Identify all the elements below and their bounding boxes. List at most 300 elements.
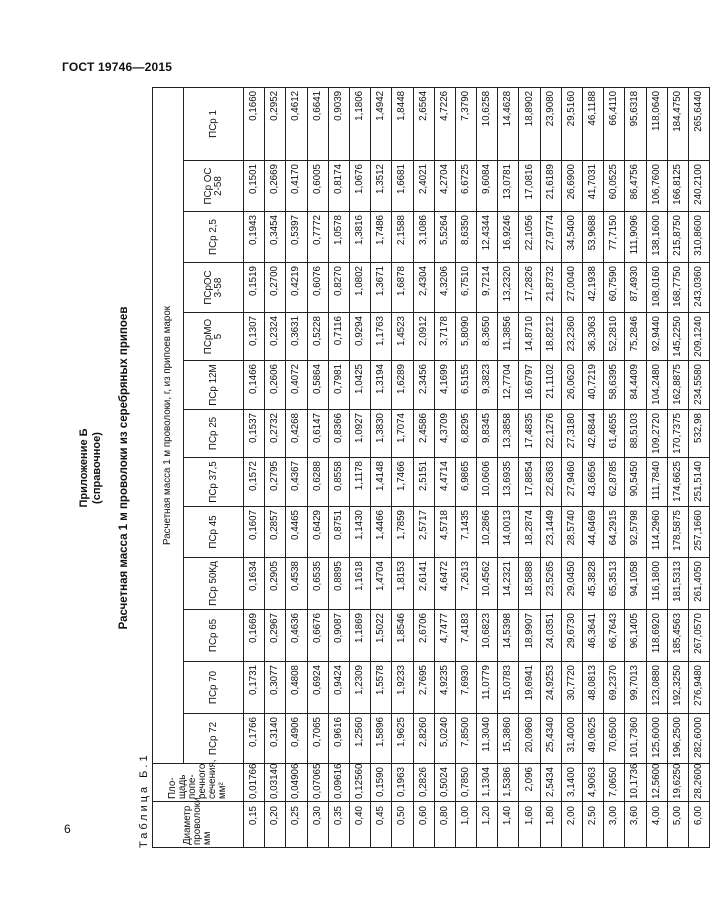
mass-cell: 14,0013 (498, 507, 519, 558)
mass-cell: 64,2915 (604, 507, 625, 558)
mass-cell: 62,8785 (604, 458, 625, 507)
mass-cell: 0,8366 (328, 410, 349, 458)
mass-cell: 11,3040 (477, 714, 498, 764)
mass-cell: 111,9096 (625, 212, 646, 263)
mass-cell: 3,1086 (413, 212, 434, 263)
table-row (286, 87, 307, 847)
mass-cell: 1,5578 (371, 662, 392, 714)
mass-cell: 0,7065 (307, 714, 328, 764)
grade-header: ПСр 65 (184, 610, 244, 662)
mass-cell: 70,6500 (604, 714, 625, 764)
area-header-line: мм² (217, 782, 228, 799)
mass-cell: 1,1618 (349, 558, 370, 610)
mass-cell: 138,1600 (646, 212, 667, 263)
area-cell: 0,03140 (265, 764, 286, 802)
mass-cell: 209,1240 (688, 313, 709, 361)
area-cell: 0,2826 (413, 764, 434, 802)
diameter-cell: 0,30 (307, 802, 328, 848)
mass-cell: 0,1731 (244, 662, 265, 714)
mass-cell: 1,4148 (371, 458, 392, 507)
mass-cell: 1,2309 (349, 662, 370, 714)
mass-cell: 75,2846 (625, 313, 646, 361)
mass-cell: 9,6084 (477, 161, 498, 212)
table-row (371, 87, 392, 847)
mass-cell: 27,9460 (561, 458, 582, 507)
mass-cell: 0,8895 (328, 558, 349, 610)
diameter-cell: 1,60 (519, 802, 540, 848)
mass-cell: 0,2324 (265, 313, 286, 361)
mass-cell: 1,8153 (392, 558, 413, 610)
mass-cell: 28,5740 (561, 507, 582, 558)
mass-cell: 10,0606 (477, 458, 498, 507)
mass-cell: 1,1178 (349, 458, 370, 507)
mass-cell: 1,3671 (371, 263, 392, 313)
diameter-cell: 2,50 (583, 802, 604, 848)
table-row (561, 87, 582, 847)
mass-cell: 114,2960 (646, 507, 667, 558)
mass-cell: 41,7031 (583, 161, 604, 212)
mass-cell: 94,1058 (625, 558, 646, 610)
mass-cell: 251,5140 (688, 458, 709, 507)
mass-cell: 257,1660 (688, 507, 709, 558)
mass-cell: 2,0912 (413, 313, 434, 361)
mass-cell: 18,2874 (519, 507, 540, 558)
mass-cell: 23,2360 (561, 313, 582, 361)
mass-cell: 0,1669 (244, 610, 265, 662)
grade-header: ПСрМО 5 (184, 313, 244, 361)
diameter-cell: 0,40 (349, 802, 370, 848)
table-row (434, 87, 455, 847)
mass-cell: 10,2866 (477, 507, 498, 558)
diameter-cell: 0,45 (371, 802, 392, 848)
area-header-line: попе- (187, 774, 198, 799)
area-cell: 2,096 (519, 764, 540, 802)
area-cell: 10,1736 (625, 764, 646, 802)
mass-cell: 1,4523 (392, 313, 413, 361)
area-cell: 12,5600 (646, 764, 667, 802)
mass-cell: 27,0040 (561, 263, 582, 313)
mass-cell: 243,0360 (688, 263, 709, 313)
mass-cell: 46,3641 (583, 610, 604, 662)
mass-cell: 0,5864 (307, 361, 328, 410)
mass-cell: 0,4906 (286, 714, 307, 764)
mass-cell: 14,4628 (498, 87, 519, 160)
mass-cell: 111,7840 (646, 458, 667, 507)
mass-cell: 86,4756 (625, 161, 646, 212)
mass-cell: 66,4110 (604, 87, 625, 160)
mass-cell: 26,0620 (561, 361, 582, 410)
mass-cell: 276,9480 (688, 662, 709, 714)
area-cell: 0,7850 (455, 764, 476, 802)
mass-cell: 0,1660 (244, 87, 265, 160)
diameter-cell: 0,80 (434, 802, 455, 848)
diameter-cell: 0,50 (392, 802, 413, 848)
mass-cell: 0,1537 (244, 410, 265, 458)
mass-cell: 1,3816 (349, 212, 370, 263)
mass-cell: 0,1572 (244, 458, 265, 507)
mass-cell: 1,6289 (392, 361, 413, 410)
area-cell: 0,01766 (244, 764, 265, 802)
mass-cell: 2,7695 (413, 662, 434, 714)
mass-cell: 6,6725 (455, 161, 476, 212)
table-row (349, 87, 370, 847)
appendix-heading (78, 88, 104, 848)
mass-cell: 60,7590 (604, 263, 625, 313)
mass-cell: 15,3860 (498, 714, 519, 764)
mass-cell: 0,7772 (307, 212, 328, 263)
appendix-subtitle: (справочное) (91, 432, 103, 504)
mass-cell: 65,3513 (604, 558, 625, 610)
mass-cell: 310,8600 (688, 212, 709, 263)
area-cell: 0,5024 (434, 764, 455, 802)
mass-cell: 61,4655 (604, 410, 625, 458)
table-row (540, 87, 561, 847)
mass-cell: 181,5313 (667, 558, 688, 610)
mass-cell: 4,9235 (434, 662, 455, 714)
mass-cell: 1,0802 (349, 263, 370, 313)
mass-cell: 0,8751 (328, 507, 349, 558)
mass-cell: 25,4340 (540, 714, 561, 764)
mass-cell: 4,1699 (434, 361, 455, 410)
mass-cell: 29,0450 (561, 558, 582, 610)
mass-cell: 4,7477 (434, 610, 455, 662)
mass-cell: 2,4586 (413, 410, 434, 458)
mass-cell: 13,0781 (498, 161, 519, 212)
table-title: Расчетная масса 1 м проволоки из серебряных припоев (118, 306, 130, 630)
mass-cell: 17,0816 (519, 161, 540, 212)
mass-cell: 0,4268 (286, 410, 307, 458)
mass-cell: 13,3858 (498, 410, 519, 458)
mass-cell: 0,8558 (328, 458, 349, 507)
table-row (455, 87, 476, 847)
mass-cell: 8,6350 (455, 212, 476, 263)
mass-cell: 184,4750 (667, 87, 688, 160)
mass-cell: 9,3823 (477, 361, 498, 410)
mass-cell: 145,2250 (667, 313, 688, 361)
mass-cell: 0,1766 (244, 714, 265, 764)
mass-cell: 0,4072 (286, 361, 307, 410)
mass-cell: 1,7466 (392, 458, 413, 507)
mass-cell: 9,7214 (477, 263, 498, 313)
mass-cell: 22,1056 (519, 212, 540, 263)
diameter-cell: 1,00 (455, 802, 476, 848)
mass-cell: 20,0960 (519, 714, 540, 764)
mass-cell: 0,6924 (307, 662, 328, 714)
mass-cell: 34,5400 (561, 212, 582, 263)
mass-cell: 125,6000 (646, 714, 667, 764)
area-cell: 2,5434 (540, 764, 561, 802)
mass-cell: 118,6920 (646, 610, 667, 662)
mass-cell: 1,0676 (349, 161, 370, 212)
mass-cell: 0,6288 (307, 458, 328, 507)
document-header: ГОСТ 19746—2015 (62, 60, 173, 74)
mass-cell: 0,2606 (265, 361, 286, 410)
mass-cell: 29,6730 (561, 610, 582, 662)
mass-cell: 4,2704 (434, 161, 455, 212)
mass-cell: 0,1466 (244, 361, 265, 410)
mass-cell: 43,6656 (583, 458, 604, 507)
mass-cell: 84,4409 (625, 361, 646, 410)
mass-cell: 29,5160 (561, 87, 582, 160)
mass-cell: 0,4170 (286, 161, 307, 212)
mass-cell: 7,1435 (455, 507, 476, 558)
mass-cell: 261,4050 (688, 558, 709, 610)
mass-cell: 2,5151 (413, 458, 434, 507)
mass-cell: 4,3206 (434, 263, 455, 313)
mass-cell: 12,7704 (498, 361, 519, 410)
mass-cell: 0,4367 (286, 458, 307, 507)
mass-cell: 0,8270 (328, 263, 349, 313)
mass-cell: 282,6000 (688, 714, 709, 764)
page-number: 6 (64, 822, 71, 836)
mass-cell: 27,9774 (540, 212, 561, 263)
mass-cell: 0,1307 (244, 313, 265, 361)
mass-cell: 267,0570 (688, 610, 709, 662)
mass-cell: 0,2795 (265, 458, 286, 507)
grade-header: ПСр 2,5 (184, 212, 244, 263)
mass-cell: 2,4021 (413, 161, 434, 212)
mass-cell: 46,1188 (583, 87, 604, 160)
mass-cell: 5,0240 (434, 714, 455, 764)
mass-cell: 17,2826 (519, 263, 540, 313)
mass-cell: 7,3790 (455, 87, 476, 160)
mass-cell: 123,0880 (646, 662, 667, 714)
mass-cell: 18,8902 (519, 87, 540, 160)
area-cell: 0,1963 (392, 764, 413, 802)
mass-cell: 0,1607 (244, 507, 265, 558)
mass-cell: 2,8260 (413, 714, 434, 764)
table-row (688, 87, 709, 847)
mass-cell: 162,8875 (667, 361, 688, 410)
grade-header: ПСр 70 (184, 662, 244, 714)
mass-cell: 0,6005 (307, 161, 328, 212)
mass-cell: 4,5718 (434, 507, 455, 558)
mass-cell: 7,8500 (455, 714, 476, 764)
grade-header: ПСр 72 (184, 714, 244, 764)
mass-cell: 0,6429 (307, 507, 328, 558)
mass-cell: 8,3650 (477, 313, 498, 361)
mass-cell: 11,3856 (498, 313, 519, 361)
mass-cell: 2,5717 (413, 507, 434, 558)
mass-cell: 106,7600 (646, 161, 667, 212)
mass-cell: 0,1634 (244, 558, 265, 610)
grade-header-row (184, 87, 244, 847)
mass-cell: 1,6878 (392, 263, 413, 313)
table-row (413, 87, 434, 847)
mass-cell: 18,9907 (519, 610, 540, 662)
mass-cell: 87,4930 (625, 263, 646, 313)
diameter-cell: 0,60 (413, 802, 434, 848)
diameter-header: Диаметр проволоки, мм (153, 802, 244, 848)
mass-cell: 265,6440 (688, 87, 709, 160)
mass-cell: 2,3456 (413, 361, 434, 410)
mass-cell: 215,8750 (667, 212, 688, 263)
mass-cell: 48,0813 (583, 662, 604, 714)
mass-cell: 1,1806 (349, 87, 370, 160)
mass-cell: 0,6147 (307, 410, 328, 458)
mass-cell: 0,8174 (328, 161, 349, 212)
mass-cell: 4,4714 (434, 458, 455, 507)
diameter-cell: 3,00 (604, 802, 625, 848)
mass-cell: 88,5103 (625, 410, 646, 458)
mass-cell: 0,7116 (328, 313, 349, 361)
mass-cell: 1,2560 (349, 714, 370, 764)
table-row (265, 87, 286, 847)
mass-cell: 0,5397 (286, 212, 307, 263)
mass-cell: 16,6797 (519, 361, 540, 410)
table-label: Таблица Б.1 (138, 752, 150, 848)
table-row (392, 87, 413, 847)
table-row (498, 87, 519, 847)
mass-cell: 0,4219 (286, 263, 307, 313)
mass-cell: 2,6706 (413, 610, 434, 662)
mass-cell: 1,0927 (349, 410, 370, 458)
mass-cell: 14,8710 (519, 313, 540, 361)
diameter-cell: 1,20 (477, 802, 498, 848)
mass-cell: 0,3631 (286, 313, 307, 361)
mass-cell: 69,2370 (604, 662, 625, 714)
grade-header: ПСр ОС 2-58 (184, 161, 244, 212)
diameter-cell: 0,20 (265, 802, 286, 848)
diameter-cell: 1,40 (498, 802, 519, 848)
mass-cell: 532,98 (688, 410, 709, 458)
grade-header: ПСр 1 (184, 87, 244, 160)
mass-cell: 92,9440 (646, 313, 667, 361)
table-row (328, 87, 349, 847)
mass-cell: 1,7859 (392, 507, 413, 558)
mass-cell: 0,4538 (286, 558, 307, 610)
mass-cell: 2,6564 (413, 87, 434, 160)
mass-cell: 0,9039 (328, 87, 349, 160)
mass-cell: 11,0779 (477, 662, 498, 714)
mass-cell: 0,7981 (328, 361, 349, 410)
mass-cell: 1,7074 (392, 410, 413, 458)
mass-cell: 17,4835 (519, 410, 540, 458)
mass-cell: 92,5798 (625, 507, 646, 558)
diameter-cell: 1,80 (540, 802, 561, 848)
area-header-line: речного (197, 763, 208, 799)
mass-cell: 1,6681 (392, 161, 413, 212)
mass-cell: 27,3180 (561, 410, 582, 458)
area-header-line: щадь (177, 774, 188, 799)
mass-cell: 1,4942 (371, 87, 392, 160)
mass-cell: 1,1869 (349, 610, 370, 662)
area-header-line: сечения, (207, 759, 218, 799)
diameter-cell: 2,00 (561, 802, 582, 848)
area-cell: 4,9063 (583, 764, 604, 802)
mass-cell: 1,5022 (371, 610, 392, 662)
mass-cell: 4,7226 (434, 87, 455, 160)
mass-cell: 0,1943 (244, 212, 265, 263)
mass-cell: 99,7013 (625, 662, 646, 714)
area-cell: 1,5386 (498, 764, 519, 802)
mass-cell: 0,2857 (265, 507, 286, 558)
mass-cell: 1,1430 (349, 507, 370, 558)
mass-cell: 166,8125 (667, 161, 688, 212)
mass-cell: 0,6076 (307, 263, 328, 313)
mass-cell: 0,6641 (307, 87, 328, 160)
mass-cell: 0,9087 (328, 610, 349, 662)
mass-cell: 36,3063 (583, 313, 604, 361)
mass-cell: 1,9233 (392, 662, 413, 714)
table-row (625, 87, 646, 847)
mass-cell: 116,1800 (646, 558, 667, 610)
mass-cell: 19,6941 (519, 662, 540, 714)
mass-cell: 2,4304 (413, 263, 434, 313)
mass-cell: 0,2905 (265, 558, 286, 610)
mass-cell: 23,1449 (540, 507, 561, 558)
mass-cell: 0,2967 (265, 610, 286, 662)
area-cell: 7,0650 (604, 764, 625, 802)
mass-cell: 96,1405 (625, 610, 646, 662)
diameter-cell: 0,15 (244, 802, 265, 848)
area-cell: 3,1400 (561, 764, 582, 802)
mass-cell: 1,0425 (349, 361, 370, 410)
grade-header: ПСр 12М (184, 361, 244, 410)
table-row (646, 87, 667, 847)
mass-cell: 30,7720 (561, 662, 582, 714)
mass-cell: 0,9424 (328, 662, 349, 714)
mass-cell: 178,5875 (667, 507, 688, 558)
mass-cell: 26,6900 (561, 161, 582, 212)
table-row (519, 87, 540, 847)
mass-cell: 10,4562 (477, 558, 498, 610)
grade-header: ПСр 50Кд (184, 558, 244, 610)
mass-cell: 3,7178 (434, 313, 455, 361)
mass-cell: 13,6935 (498, 458, 519, 507)
mass-cell: 95,6318 (625, 87, 646, 160)
mass-cell: 0,2669 (265, 161, 286, 212)
mass-cell: 118,0640 (646, 87, 667, 160)
mass-cell: 1,4704 (371, 558, 392, 610)
mass-cell: 0,2732 (265, 410, 286, 458)
area-cell: 0,07065 (307, 764, 328, 802)
area-cell: 19,6250 (667, 764, 688, 802)
mass-cell: 6,5155 (455, 361, 476, 410)
mass-cell: 0,2952 (265, 87, 286, 160)
mass-cell: 101,7360 (625, 714, 646, 764)
mass-cell: 6,9865 (455, 458, 476, 507)
mass-cell: 15,0783 (498, 662, 519, 714)
table-row (583, 87, 604, 847)
group-header: Расчетная масса 1 м проволоки, г, из припоев марок (153, 87, 184, 763)
table-row (604, 87, 625, 847)
mass-cell: 40,7219 (583, 361, 604, 410)
mass-cell: 0,4612 (286, 87, 307, 160)
mass-cell: 1,3194 (371, 361, 392, 410)
mass-cell: 42,6844 (583, 410, 604, 458)
mass-cell: 174,6625 (667, 458, 688, 507)
mass-cell: 5,5264 (434, 212, 455, 263)
mass-cell: 23,5265 (540, 558, 561, 610)
mass-cell: 170,7375 (667, 410, 688, 458)
mass-cell: 21,1102 (540, 361, 561, 410)
mass-cell: 13,2320 (498, 263, 519, 313)
appendix-title: Приложение Б (78, 428, 90, 508)
area-cell: 0,1590 (371, 764, 392, 802)
mass-cell: 58,6395 (604, 361, 625, 410)
area-header-line: Пло- (167, 777, 178, 799)
diameter-cell: 0,35 (328, 802, 349, 848)
mass-cell: 104,2480 (646, 361, 667, 410)
mass-cell: 14,5398 (498, 610, 519, 662)
table-row (307, 87, 328, 847)
mass-cell: 21,6189 (540, 161, 561, 212)
mass-cell: 0,2700 (265, 263, 286, 313)
diameter-cell: 0,25 (286, 802, 307, 848)
mass-cell: 0,4636 (286, 610, 307, 662)
mass-cell: 7,2613 (455, 558, 476, 610)
